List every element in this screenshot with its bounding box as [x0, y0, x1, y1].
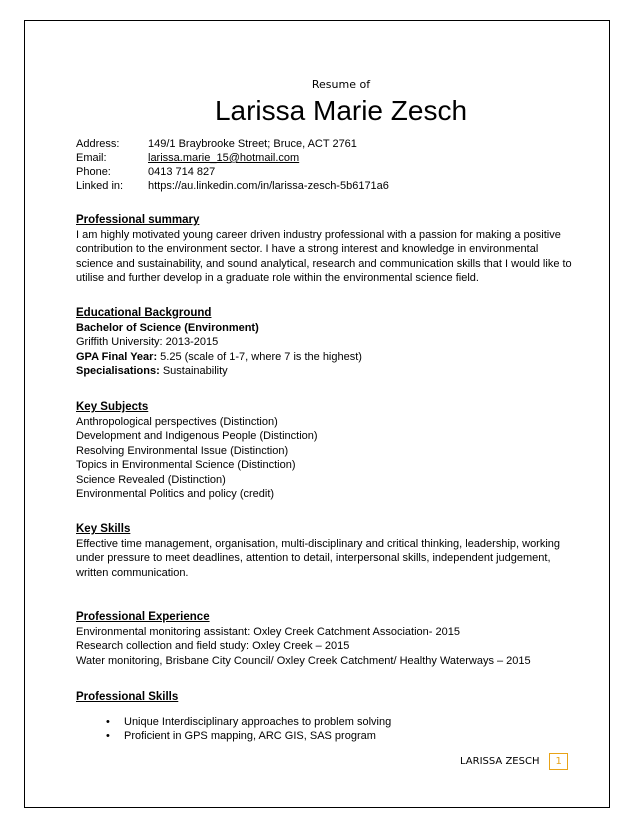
skills-text: Effective time management, organisation, multi-disciplinary and critical thinking, leadership, working under pressure to meet deadlines, attention to detail, interpersonal skills, independent judgement, written communication.: [76, 537, 561, 579]
contact-value: 149/1 Braybrooke Street; Bruce, ACT 2761: [148, 138, 357, 150]
footer-author: LARISSA ZESCH: [460, 756, 540, 767]
resume-of-label: Resume of: [311, 78, 371, 91]
section-heading: Key Skills: [76, 523, 131, 535]
contact-label: Address:: [76, 138, 120, 150]
summary-section: [76, 213, 576, 286]
gpa-label: GPA Final Year:: [76, 350, 158, 363]
list-item: • Unique Interdisciplinary approaches to problem solving: [106, 715, 576, 730]
contact-label: Phone:: [76, 166, 111, 178]
list-item: Topics in Environmental Science (Distinction): [76, 459, 296, 471]
list-item: Water monitoring, Brisbane City Council/ Oxley Creek Catchment/ Healthy Waterways – 2015: [76, 654, 531, 667]
experience-section: [76, 610, 576, 668]
contact-row-linkedin: [76, 179, 389, 193]
list-item: Science Revealed (Distinction): [76, 473, 226, 486]
candidate-name: Larissa Marie Zesch: [214, 95, 468, 126]
summary-text: I am highly motivated young career driven industry professional with a passion for making a positive contribution to the environment sector. I have a strong interest and knowledge in environmental science and sustainability, and sound analytical, research and communication skills that I would like to utilise and further develop in a graduate role within the environmental science field.: [76, 228, 572, 284]
degree: Bachelor of Science (Environment): [76, 321, 259, 334]
email-link[interactable]: larissa.marie_15@hotmail.com: [148, 152, 300, 164]
list-item: • Proficient in GPS mapping, ARC GIS, SAS program: [106, 729, 576, 744]
skills-section: [76, 522, 576, 580]
list-item: Research collection and field study: Oxley Creek – 2015: [76, 640, 350, 652]
page-number: 1: [549, 753, 567, 770]
section-heading: Professional Experience: [76, 611, 210, 623]
gpa-value: 5.25 (scale of 1-7, where 7 is the highest): [160, 350, 362, 363]
section-heading: Educational Background: [76, 307, 212, 319]
contact-row-phone: [76, 165, 389, 179]
gpa-line: [76, 350, 576, 365]
list-item: Environmental monitoring assistant: Oxley Creek Catchment Association- 2015: [76, 625, 460, 638]
list-item: Anthropological perspectives (Distinction): [76, 415, 278, 428]
university: Griffith University: 2013-2015: [76, 336, 219, 348]
contact-label: Linked in:: [76, 180, 124, 192]
list-item: Resolving Environmental Issue (Distinction): [76, 444, 289, 457]
pro-skills-section: [76, 690, 576, 744]
specialisation-line: [76, 364, 576, 379]
contact-value: 0413 714 827: [148, 166, 216, 178]
contact-label: Email:: [76, 152, 107, 164]
contact-row-email: [76, 151, 389, 165]
linkedin-url: https://au.linkedin.com/in/larissa-zesch-5b6171a6: [148, 180, 389, 192]
contact-row-address: [76, 137, 389, 151]
list-item: Environmental Politics and policy (credit): [76, 488, 275, 500]
education-section: [76, 306, 576, 379]
section-heading: Key Subjects: [76, 401, 149, 413]
contact-block: [76, 137, 389, 193]
page-footer: [460, 753, 568, 770]
section-heading: Professional summary: [76, 214, 200, 226]
subjects-section: [76, 400, 576, 502]
section-heading: Professional Skills: [76, 691, 179, 703]
spec-value: Sustainability: [162, 365, 228, 377]
list-item: Development and Indigenous People (Distinction): [76, 430, 318, 442]
spec-label: Specialisations:: [76, 365, 160, 377]
pro-skills-list: [76, 715, 576, 744]
